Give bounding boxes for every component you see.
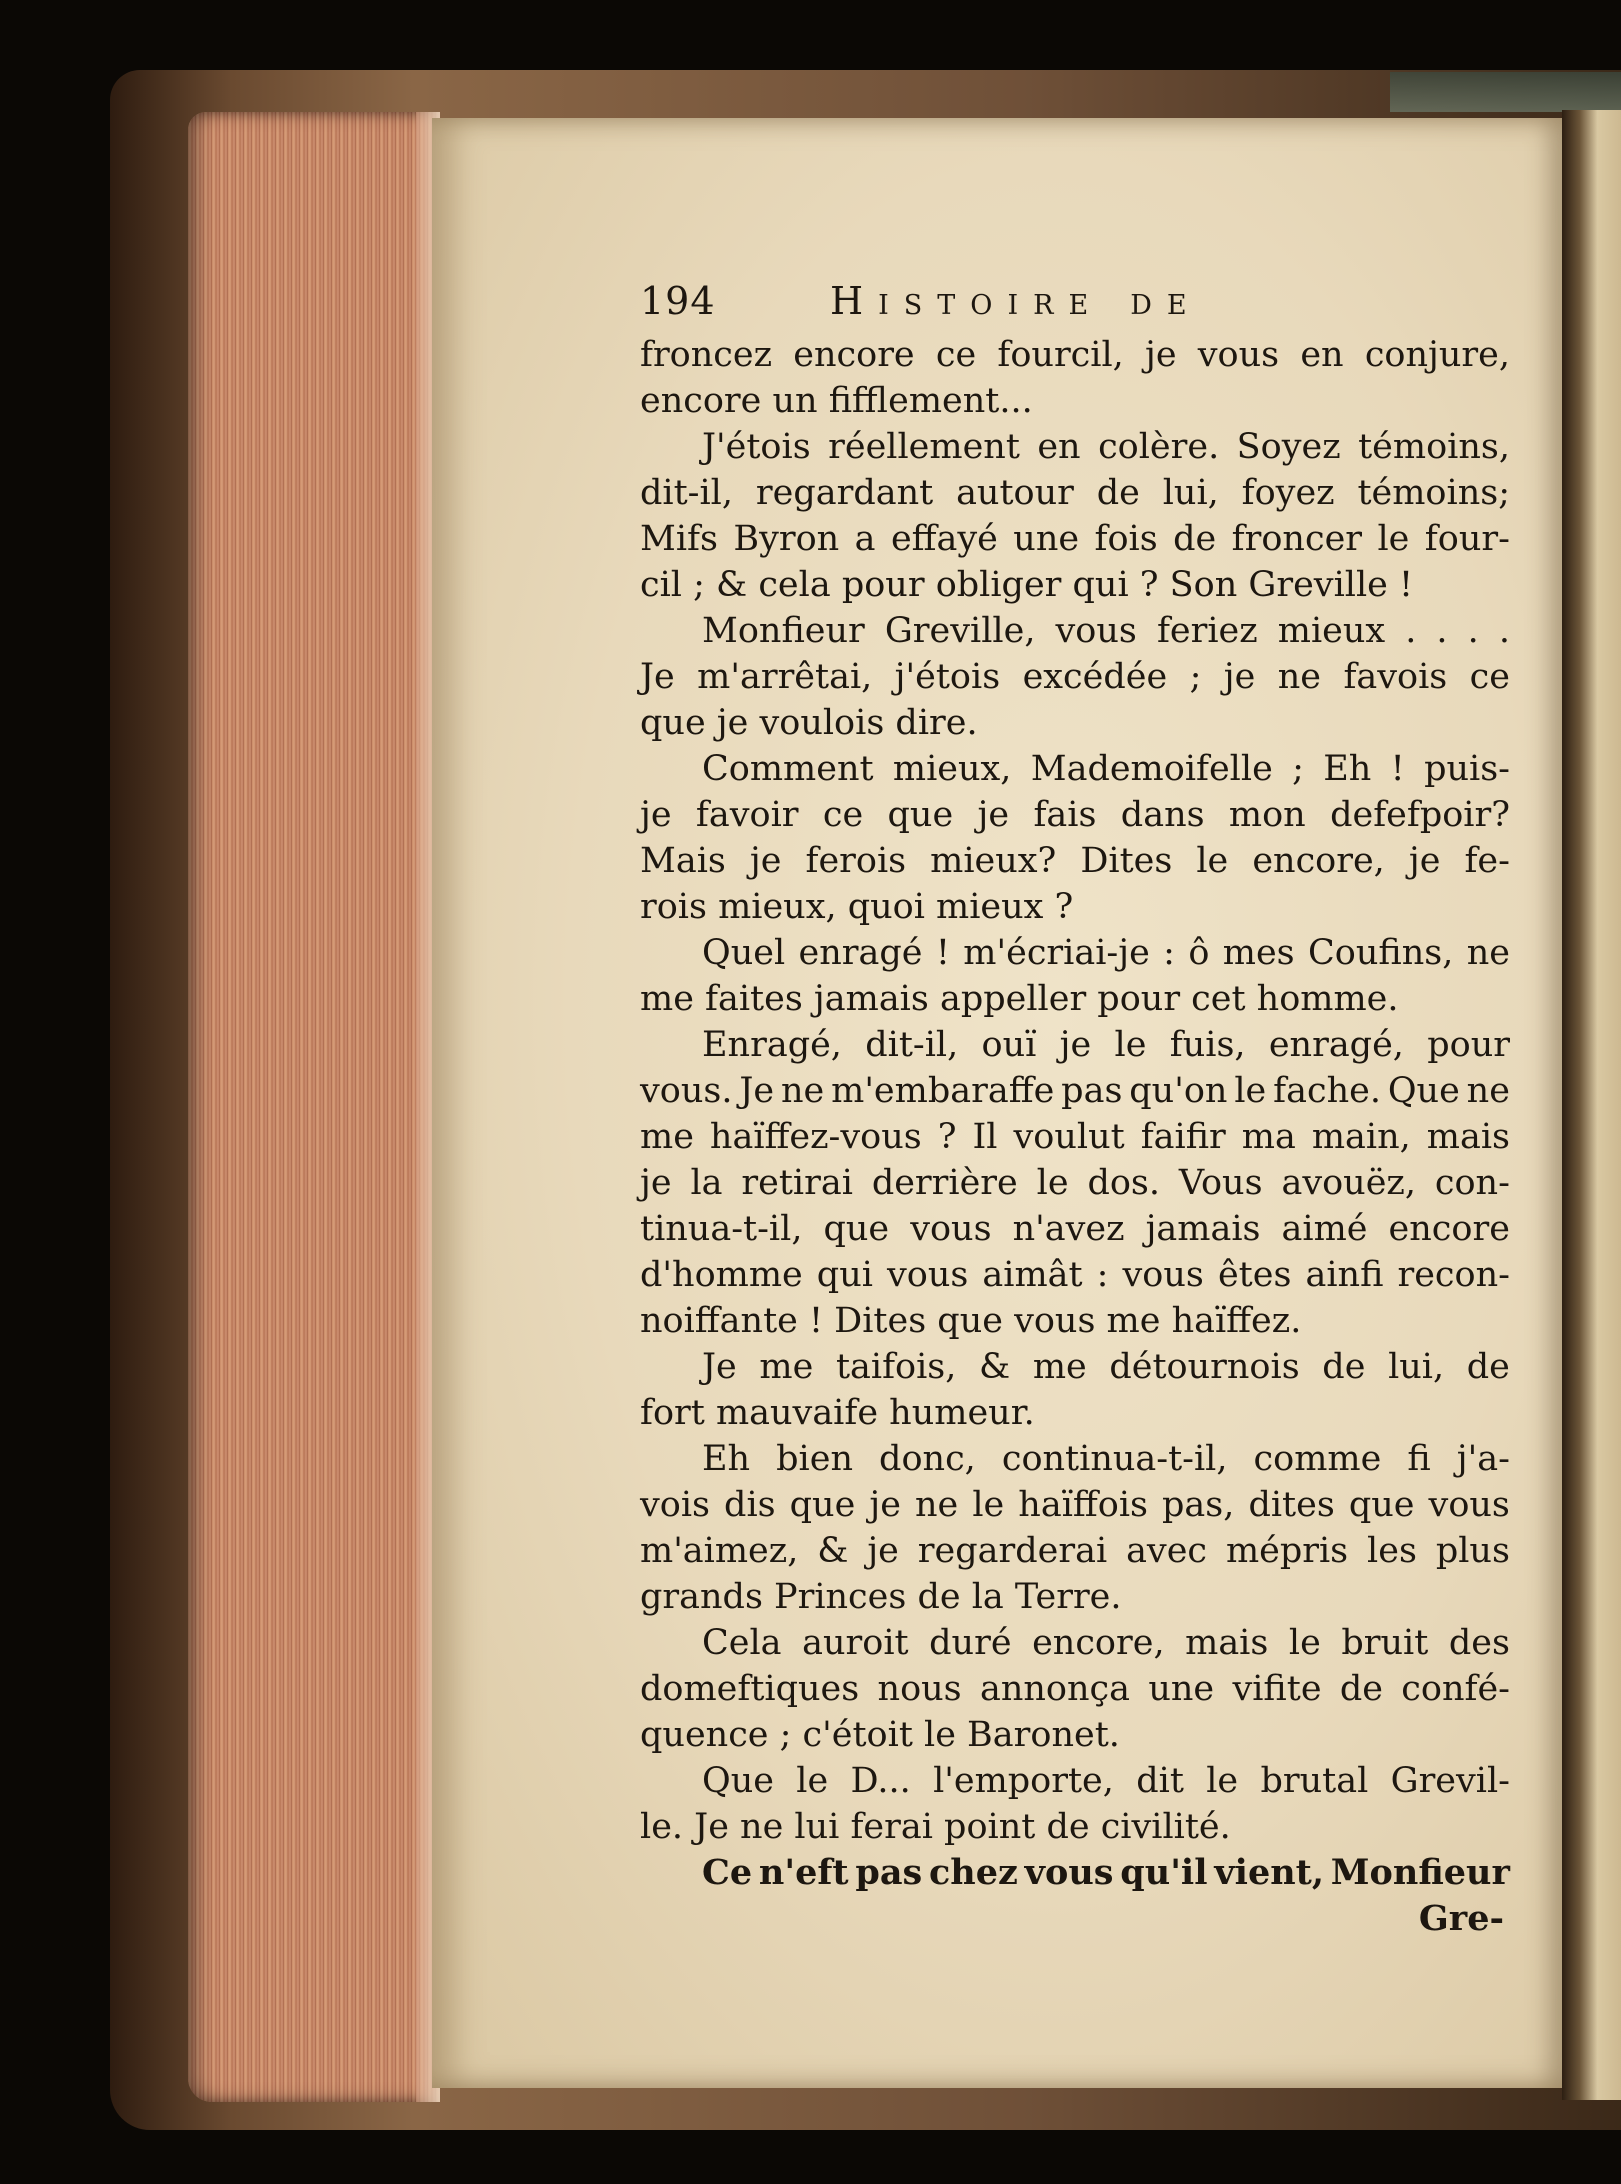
- text-line: domeftiques nous annonça une vifite de confé-: [640, 1669, 1510, 1709]
- text-line: Enragé, dit-il, ouï je le fuis, enragé, pour: [702, 1025, 1510, 1065]
- text-line: froncez encore ce fourcil, je vous en conjure,: [640, 335, 1510, 375]
- text-line: grands Princes de la Terre.: [640, 1577, 1122, 1617]
- page-edges: [188, 112, 440, 2102]
- text-line: m'aimez, & je regarderai avec mépris les plus: [640, 1531, 1510, 1571]
- text-line: quence ; c'étoit le Baronet.: [640, 1715, 1120, 1755]
- text-line: me haïffez-vous ? Il voulut faifir ma main, mais: [640, 1117, 1510, 1157]
- text-line: tinua-t-il, que vous n'avez jamais aimé encore: [640, 1209, 1510, 1249]
- text-line: vois dis que je ne le haïffois pas, dites que vous: [640, 1485, 1510, 1525]
- text-line: J'étois réellement en colère. Soyez témoins,: [702, 427, 1510, 467]
- text-line: Que le D... l'emporte, dit le brutal Grevil-: [702, 1761, 1510, 1801]
- text-line: je la retirai derrière le dos. Vous avouëz, con-: [640, 1163, 1510, 1203]
- text-line: dit-il, regardant autour de lui, foyez témoins;: [640, 473, 1510, 513]
- body-text: [640, 332, 1510, 1896]
- facing-page-edge: [1562, 110, 1621, 2100]
- page-text-block: [640, 278, 1510, 1942]
- text-line: le. Je ne lui ferai point de civilité.: [640, 1807, 1231, 1847]
- text-line: cil ; & cela pour obliger qui ? Son Greville !: [640, 565, 1414, 605]
- text-line: encore un fifflement...: [640, 381, 1033, 421]
- text-line: vous. Je ne m'embaraffe pas qu'on le fache. Que ne: [640, 1071, 1510, 1111]
- text-line: me faites jamais appeller pour cet homme.: [640, 979, 1399, 1019]
- binding-headband: [1390, 72, 1621, 112]
- text-line: fort mauvaife humeur.: [640, 1393, 1035, 1433]
- text-line: Ce n'eft pas chez vous qu'il vient, Monfieur: [702, 1852, 1510, 1893]
- catchword-row: [640, 1896, 1510, 1942]
- text-line: rois mieux, quoi mieux ?: [640, 887, 1074, 927]
- text-line: Eh bien donc, continua-t-il, comme fi j'a-: [702, 1439, 1510, 1479]
- text-line: Je me taifois, & me détournois de lui, de: [702, 1347, 1510, 1387]
- page-number: 194: [640, 279, 716, 323]
- text-line: Cela auroit duré encore, mais le bruit des: [702, 1623, 1510, 1663]
- catchword: Gre-: [1418, 1898, 1504, 1939]
- text-line: que je voulois dire.: [640, 703, 978, 743]
- text-line: Mifs Byron a effayé une fois de froncer le four-: [640, 519, 1510, 559]
- text-line: Je m'arrêtai, j'étois excédée ; je ne favois ce: [640, 657, 1510, 697]
- text-line: Comment mieux, Mademoifelle ; Eh ! puis-: [702, 749, 1510, 789]
- page-header: [640, 278, 1510, 332]
- running-title: Histoire de: [830, 279, 1202, 323]
- text-line: je favoir ce que je fais dans mon defefpoir?: [640, 795, 1510, 835]
- text-line: noiffante ! Dites que vous me haïffez.: [640, 1301, 1302, 1341]
- text-line: d'homme qui vous aimât : vous êtes ainfi recon-: [640, 1255, 1510, 1295]
- text-line: Quel enragé ! m'écriai-je : ô mes Coufins, ne: [702, 933, 1510, 973]
- text-line: Mais je ferois mieux? Dites le encore, je fe-: [640, 841, 1510, 881]
- text-line: Monfieur Greville, vous feriez mieux . . . .: [702, 611, 1510, 651]
